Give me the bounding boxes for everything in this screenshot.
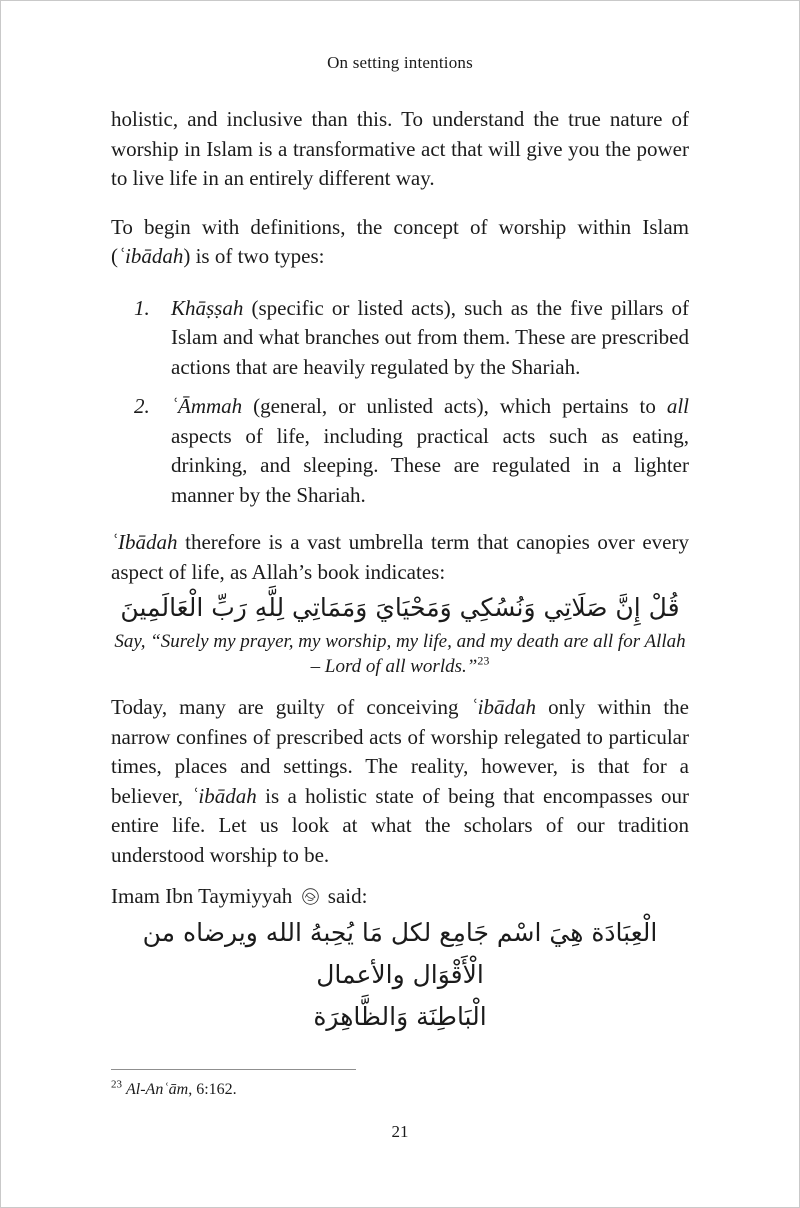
list-item-text [171,392,689,510]
term-ammah: ʿĀmmah [171,394,243,418]
list-number: 2. [134,394,150,418]
verse-translation [111,629,689,679]
page-number: 21 [391,1122,409,1141]
taymiyyah-quote-arabic [111,912,689,1038]
list-number: 1. [134,295,150,320]
verse-translation-line2: – Lord of all worlds.” [310,656,478,677]
footnote-divider [111,1069,356,1070]
term-khassah: Khāṣṣah [171,295,244,320]
footnote-text [111,1079,689,1100]
footnote-source: Al-Anʿām [126,1081,189,1098]
list-item-text [171,294,689,383]
paragraph-today-part2: only within the narrow confines of prescribed acts of worship relegated to particular times, places and settings. The reality, however, is that for a believer, [111,695,689,808]
footnote-reference: 23 [477,653,490,668]
list-item-ammah [111,392,689,510]
list-item-ammah-rest: aspects of life, including practical acts such as eating, drinking, and sleeping. These are regulated in a lighter manner by the Shariah. [171,423,689,507]
imam-name-text: Imam Ibn Taymiyyah [111,884,298,908]
paragraph-umbrella-rest: therefore is a vast umbrella term that canopies over every aspect of life, as Allah’s book indicates: [111,530,689,584]
paragraph-imam-said [111,882,689,912]
term-ibadah: ʿibādah [191,783,257,808]
footnote-block [111,1069,689,1100]
term-ibadah: ʿibādah [470,695,536,719]
page-content [111,105,689,1038]
paragraph-umbrella [111,528,689,587]
taymiyyah-quote-line1: الْعِبَادَة هِيَ اسْم جَامِع لكل مَا يُحِبهُ الله ويرضاه من الْأَقْوَال والأعمال [142,917,658,989]
footnote-marker: 23 [111,1078,122,1091]
paragraph-today-part1: Today, many are guilty of conceiving [111,695,471,719]
imam-said-text: said: [322,884,368,908]
list-item-ammah-mid: (general, or unlisted acts), which pertains to [242,394,667,418]
paragraph-definitions-text-end: ) is of two types: [183,244,325,268]
taymiyyah-quote-line2: الْبَاطِنَة وَالظَّاهِرَة [313,1001,487,1031]
term-ibadah: ʿIbādah [111,530,178,554]
paragraph-definitions [111,213,689,272]
verse-translation-line1: Say, “Surely my prayer, my worship, my life, and my death are all for Allah [114,631,686,652]
list-item-khassah-rest: (specific or listed acts), such as the five pillars of Islam and what branches out from them. These are prescribed actions that are heavily regulated by the Shariah. [171,295,689,379]
list-item-khassah [111,294,689,383]
paragraph-today-part3: is a holistic state of being that encompasses our entire life. Let us look at what the scholars of our tradition understood worship to be. [111,783,689,867]
paragraph-definitions-text: To begin with definitions, the concept of worship within Islam ( [111,214,689,268]
rahimahullah-medallion-icon [301,887,320,906]
footnote-reference-detail: , 6:162. [188,1081,237,1098]
emphasis-all: all [666,394,689,418]
paragraph-today [111,693,689,870]
running-head: On setting intentions [327,53,473,72]
paragraph-intro: holistic, and inclusive than this. To understand the true nature of worship in Islam is a transformative act that will give you the power to live life in an entirely different way. [111,107,689,190]
quran-verse-arabic: قُلْ إِنَّ صَلَاتِي وَنُسُكِي وَمَحْيَايَ وَمَمَاتِي لِلَّهِ رَبِّ الْعَالَمِينَ [120,593,680,622]
term-ibadah: ʿibādah [118,244,184,268]
